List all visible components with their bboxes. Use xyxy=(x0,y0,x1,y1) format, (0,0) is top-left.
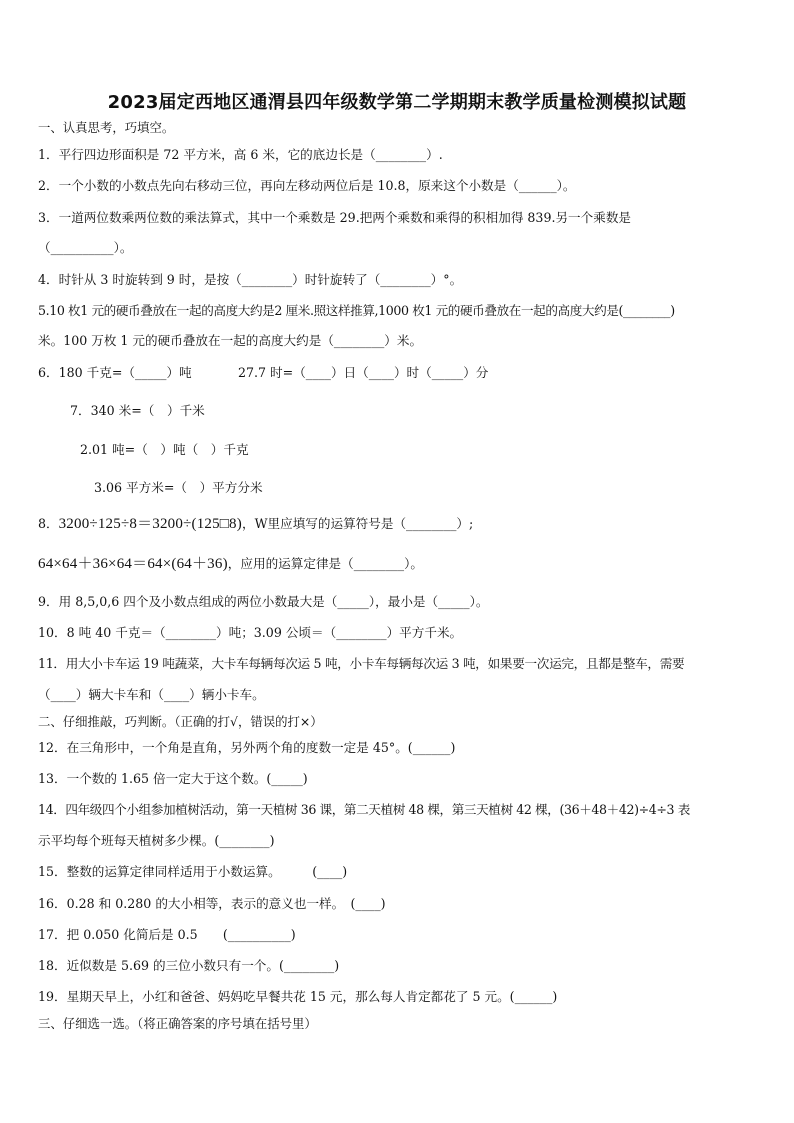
question-8-text-1: ，W里应填写的运算符号是（________）; xyxy=(241,516,474,531)
question-7-part-2: 2.01 吨=（ ）吨（ ）千克 xyxy=(80,442,249,457)
question-17: 17．把 0.050 化简后是 0.5 (__________) xyxy=(38,927,296,942)
question-8-number: 8． xyxy=(38,516,59,531)
question-3-line-1: 3．一道两位数乘两位数的乘法算式，其中一个乘数是 29.把两个乘数和乘得的积相加得 839.另一个乘数是 xyxy=(38,210,632,225)
question-10: 10．8 吨 40 千克＝（________）吨；3.09 公顷＝（________）平方千米。 xyxy=(38,625,463,640)
question-3-line-2: （__________）。 xyxy=(38,240,133,255)
question-15: 15．整数的运算定律同样适用于小数运算。 (____) xyxy=(38,864,348,879)
question-14-line-1: 14．四年级四个小组参加植树活动，第一天植树 36 课，第二天植树 48 棵，第三天植树 42 棵，(36＋48＋42)÷4÷3 表 xyxy=(38,802,690,817)
question-2: 2．一个小数的小数点先向右移动三位，再向左移动两位后是 10.8，原来这个小数是（______）。 xyxy=(38,178,576,193)
question-1: 1．平行四边形面积是 72 平方米，高 6 米，它的底边长是（________）. xyxy=(38,147,443,162)
question-18: 18．近似数是 5.69 的三位小数只有一个。(________) xyxy=(38,958,340,973)
question-8-formula-2: 64×64＋36×64＝64×(64＋36) xyxy=(38,556,228,572)
section-2-heading: 二、仔细推敲，巧判断。（正确的打√，错误的打×） xyxy=(38,714,323,729)
question-13: 13．一个数的 1.65 倍一定大于这个数。(_____) xyxy=(38,771,308,786)
question-12: 12．在三角形中，一个角是直角，另外两个角的度数一定是 45°。(______) xyxy=(38,740,456,755)
question-16: 16．0.28 和 0.280 的大小相等，表示的意义也一样。 (____) xyxy=(38,896,386,911)
question-19: 19．星期天早上，小红和爸爸、妈妈吃早餐共花 15 元，那么每人肯定都花了 5 元。(______) xyxy=(38,989,558,1004)
question-11-line-2: （____）辆大卡车和（____）辆小卡车。 xyxy=(38,687,265,702)
question-6-part-2: 27.7 时=（____）日（____）时（_____）分 xyxy=(238,365,489,380)
question-8-formula-1: 3200÷125÷8＝3200÷(125□8) xyxy=(58,516,242,532)
question-8-line-2 xyxy=(38,556,423,572)
exam-title: 2023届定西地区通渭县四年级数学第二学期期末教学质量检测模拟试题 xyxy=(107,92,687,113)
question-4: 4．时针从 3 时旋转到 9 时，是按（________）时针旋转了（________）°。 xyxy=(38,272,463,287)
question-7-part-1: 7．340 米=（ ）千米 xyxy=(70,403,205,418)
section-3-heading: 三、仔细选一选。（将正确答案的序号填在括号里） xyxy=(38,1016,317,1031)
question-8-text-2: ，应用的运算定律是（________）。 xyxy=(227,556,423,571)
question-9: 9．用 8,5,0,6 四个及小数点组成的两位小数最大是（_____），最小是（_____）。 xyxy=(38,594,489,609)
question-14-line-2: 示平均每个班每天植树多少棵。(________) xyxy=(38,833,275,848)
section-1-heading: 一、认真思考，巧填空。 xyxy=(38,120,175,135)
question-7-part-3: 3.06 平方米=（ ）平方分米 xyxy=(94,480,263,495)
question-5-line-2: 米。100 万枚 1 元的硬币叠放在一起的高度大约是（________）米。 xyxy=(38,333,423,348)
question-5-line-1: 5.10 枚1 元的硬币叠放在一起的高度大约是2 厘米.照这样推算,1000 枚1 元的硬币叠放在一起的高度大约是(________) xyxy=(38,303,675,318)
question-6-part-1: 6．180 千克=（_____）吨 xyxy=(38,365,192,380)
question-8-line-1 xyxy=(38,516,473,532)
question-11-line-1: 11．用大小卡车运 19 吨蔬菜，大卡车每辆每次运 5 吨，小卡车每辆每次运 3 吨，如果要一次运完，且都是整车，需要 xyxy=(38,656,685,671)
